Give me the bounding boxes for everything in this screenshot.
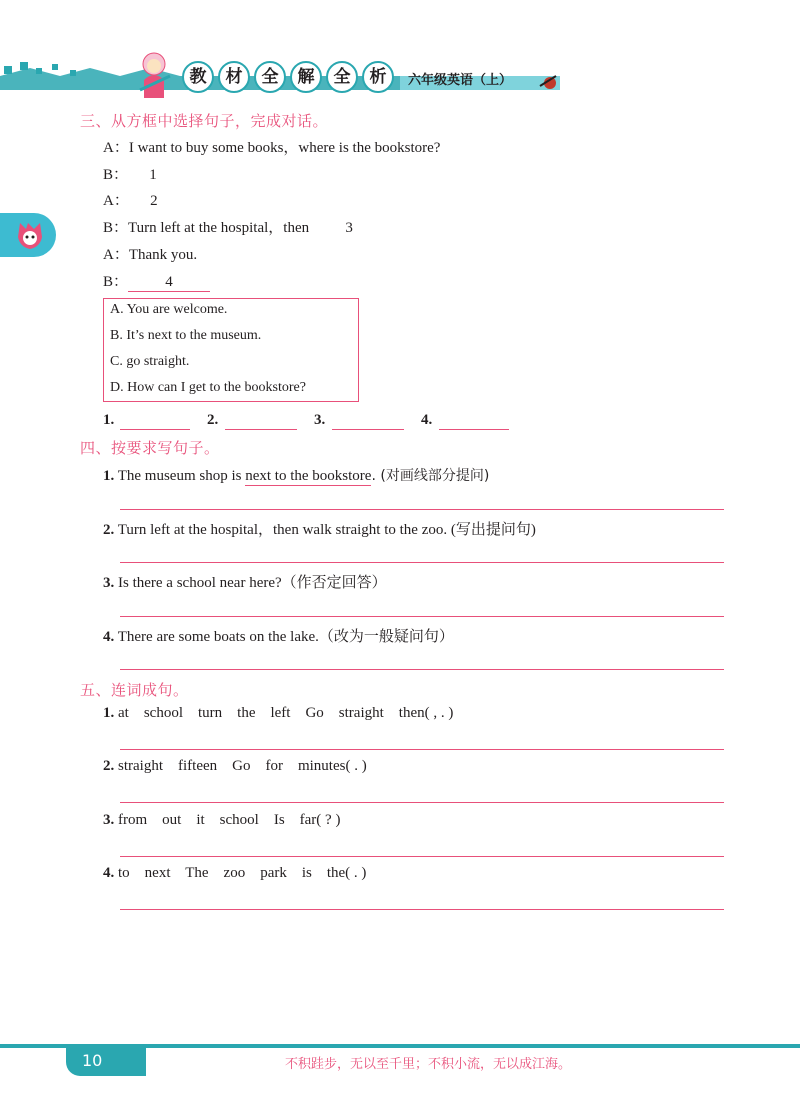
answer-line[interactable] [332, 429, 404, 430]
dialogue-line [103, 136, 440, 157]
exercise-item [103, 705, 453, 722]
word-list: straight fifteen Go for minutes( . ) [118, 758, 367, 774]
logo-char: 析 [362, 61, 394, 93]
item-number: 1. [103, 705, 115, 721]
answer-line[interactable] [120, 669, 724, 670]
logo-char: 材 [218, 61, 250, 93]
dialogue-line [103, 270, 210, 292]
answer-line[interactable] [120, 616, 724, 617]
footer-motto: 不积跬步，无以至千里；不积小流，无以成江海。 [285, 1057, 572, 1072]
option-item: A. You are welcome. [110, 302, 228, 317]
answer-label: 4. [421, 412, 433, 428]
blank-number: 2 [150, 193, 158, 209]
item-text: There are some boats on the lake.（改为一般疑问句） [117, 629, 454, 645]
word-list: from out it school Is far( ? ) [118, 812, 341, 828]
word-list: at school turn the left Go straight then( , . ) [118, 705, 454, 721]
blank-number: 3 [345, 220, 353, 236]
blank-number: 1 [149, 167, 157, 183]
speaker-label: A： [103, 140, 129, 156]
choice-box [103, 298, 359, 402]
item-number: 2. [103, 758, 115, 774]
option-item: C. go straight. [110, 354, 190, 369]
word-list: to next The zoo park is the( . ) [118, 865, 367, 881]
section-title: 四、按要求写句子。 [80, 439, 220, 457]
exercise-item [103, 625, 454, 646]
blank-number: 4 [128, 274, 210, 292]
logo-char: 教 [182, 61, 214, 93]
answer-line[interactable] [120, 749, 724, 750]
speaker-label: B： [103, 167, 129, 183]
fox-mascot-icon [0, 213, 56, 257]
option-item: D. How can I get to the bookstore? [110, 380, 306, 395]
answer-line[interactable] [439, 429, 509, 430]
section-title: 五、连词成句。 [80, 681, 189, 699]
answer-line[interactable] [120, 856, 724, 857]
answer-line[interactable] [120, 909, 724, 910]
speaker-label: B： [103, 220, 129, 236]
item-text: Is there a school near here?（作否定回答） [118, 575, 387, 591]
speaker-label: A： [103, 193, 129, 209]
exercise-item [103, 865, 366, 882]
exercise-item [103, 758, 367, 775]
item-number: 2. [103, 522, 115, 538]
dialogue-line [103, 243, 197, 264]
item-instruction: . (对画线部分提问) [371, 468, 490, 484]
item-text: Turn left at the hospital，then walk straight to the zoo. (写出提问句) [117, 522, 536, 538]
item-number: 4. [103, 629, 115, 645]
item-number: 3. [103, 812, 115, 828]
exercise-item [103, 465, 489, 486]
section-title: 三、从方框中选择句子，完成对话。 [80, 112, 329, 130]
dialogue-text: Turn left at the hospital，then [128, 220, 310, 236]
item-number: 4. [103, 865, 115, 881]
logo-char: 全 [326, 61, 358, 93]
exercise-item [103, 812, 340, 829]
item-number: 3. [103, 575, 115, 591]
dialogue-line [103, 189, 179, 210]
answer-label: 2. [207, 412, 219, 428]
answer-line[interactable] [225, 429, 297, 430]
exercise-item [103, 571, 387, 592]
logo-char: 全 [254, 61, 286, 93]
dialogue-line [103, 216, 389, 237]
book-subtitle: 六年级英语（上） [408, 73, 513, 88]
answer-label: 3. [314, 412, 326, 428]
dialogue-text: I want to buy some books，where is the bookstore? [128, 140, 441, 156]
speaker-label: A： [103, 247, 129, 263]
speaker-label: B： [103, 274, 129, 290]
answer-line[interactable] [120, 562, 724, 563]
header-decoration [0, 46, 800, 106]
underlined-text: next to the bookstore [245, 468, 372, 484]
answer-line[interactable] [120, 802, 724, 803]
dialogue-text: Thank you. [128, 247, 198, 263]
logo-char: 解 [290, 61, 322, 93]
page-header [0, 46, 800, 106]
side-tab [0, 213, 56, 257]
answer-line[interactable] [120, 509, 724, 510]
item-text: The museum shop is [117, 468, 246, 484]
answer-line[interactable] [120, 429, 190, 430]
option-item: B. It’s next to the museum. [110, 328, 262, 343]
exercise-item [103, 518, 536, 539]
item-number: 1. [103, 468, 115, 484]
page-number: 10 [66, 1048, 146, 1076]
dialogue-line [103, 163, 178, 184]
mascot-icon [130, 46, 180, 106]
answer-label: 1. [103, 412, 115, 428]
